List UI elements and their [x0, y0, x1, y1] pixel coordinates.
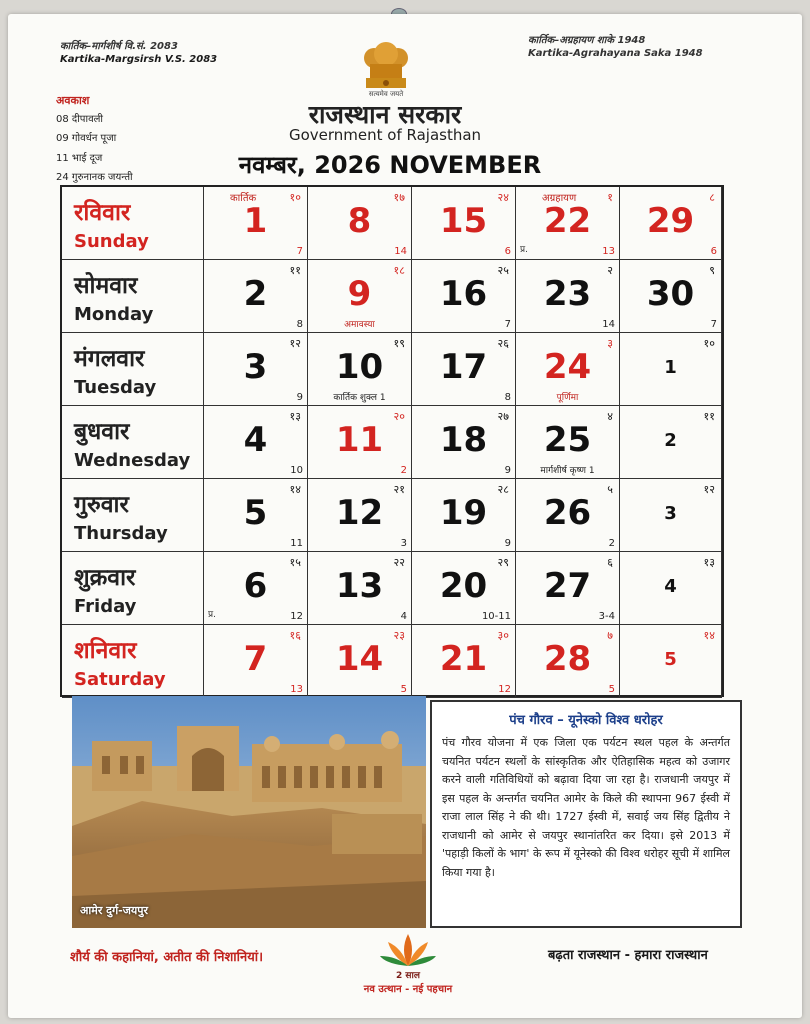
tithi-number: २०	[393, 410, 405, 423]
nakshatra-number: 5	[608, 684, 615, 695]
tithi-number: ७	[607, 629, 613, 642]
date-cell	[204, 625, 308, 698]
date-cell	[516, 333, 620, 406]
weekday-label-wednesday	[62, 406, 204, 479]
nakshatra-number: 3	[400, 538, 407, 549]
tithi-number: ११	[703, 410, 715, 423]
tithi-number: २३	[393, 629, 405, 642]
date-number: 25	[543, 420, 592, 460]
tithi-number: ३०	[497, 629, 509, 642]
weekday-english: Tuesday	[74, 377, 157, 398]
weekday-label-saturday	[62, 625, 204, 698]
holiday-item: 08 दीपावली	[56, 114, 104, 125]
nakshatra-number: 4	[400, 611, 407, 622]
date-cell	[516, 406, 620, 479]
date-number: 21	[439, 639, 488, 679]
month-title: नवम्बर, 2026 NOVEMBER	[238, 151, 542, 179]
date-cell	[516, 260, 620, 333]
tithi-number: १९	[393, 337, 405, 350]
tithi-number: ४	[607, 410, 613, 423]
date-number: 10	[335, 347, 384, 387]
tithi-number: २७	[497, 410, 509, 423]
tithi-number: १६	[289, 629, 301, 642]
date-number: 11	[335, 420, 384, 460]
nakshatra-number: 9	[504, 465, 511, 476]
nakshatra-number: 14	[394, 246, 407, 257]
hindu-month-label: कार्तिक	[230, 193, 257, 204]
weekday-hindi: बुधवार	[74, 419, 130, 445]
date-number: 28	[543, 639, 592, 679]
logo-years: 2 साल	[396, 971, 420, 981]
nakshatra-number: 6	[504, 246, 511, 257]
date-cell	[204, 552, 308, 625]
tithi-number: ५	[607, 483, 613, 496]
weekday-english: Friday	[74, 596, 137, 617]
date-cell	[412, 333, 516, 406]
weekday-label-friday	[62, 552, 204, 625]
heritage-info-box	[430, 700, 742, 928]
nakshatra-number: 10	[290, 465, 303, 476]
govt-title-hindi: राजस्थान सरकार	[308, 100, 462, 129]
tithi-number: ८	[709, 191, 715, 204]
date-number: 5	[243, 493, 268, 533]
date-number: 9	[347, 274, 372, 314]
date-number: 12	[335, 493, 384, 533]
date-cell	[412, 552, 516, 625]
date-number: 5	[664, 649, 677, 670]
holidays-title: अवकाश	[56, 94, 90, 107]
date-note: पूर्णिमा	[556, 393, 579, 403]
date-number: 22	[543, 201, 592, 241]
date-number: 29	[646, 201, 695, 241]
nakshatra-number: 9	[504, 538, 511, 549]
date-cell	[204, 187, 308, 260]
weekday-hindi: सोमवार	[74, 273, 138, 299]
weekday-hindi: गुरुवार	[74, 492, 129, 518]
info-title: पंच गौरव – यूनेस्को विश्व धरोहर	[509, 713, 663, 728]
date-note: मार्गशीर्ष कृष्ण 1	[540, 466, 595, 476]
tithi-number: २९	[497, 556, 509, 569]
date-cell	[308, 333, 412, 406]
weekday-english: Saturday	[74, 669, 166, 690]
weekday-hindi: शुक्रवार	[74, 565, 136, 591]
nakshatra-number: 13	[602, 246, 615, 257]
weekday-english: Monday	[74, 304, 154, 325]
tithi-number: १	[607, 191, 613, 204]
saka-hindi: कार्तिक–अग्रहायण शाके 1948	[528, 35, 646, 46]
date-number: 23	[543, 274, 592, 314]
tithi-number: १२	[703, 483, 715, 496]
date-note: अमावस्या	[344, 320, 375, 330]
date-cell	[412, 260, 516, 333]
weekday-english: Wednesday	[74, 450, 191, 471]
info-body: पंच गौरव योजना में एक जिला एक पर्यटन स्थल पहल के अन्तर्गत चयनित पर्यटन स्थलों के सांस्कृतिक और ऐतिहासिक महत्व को उजागर करने वाली गतिविधियों को बढ़ावा दिया जा रहा है। राजधानी जयपुर में इस पहल के अन्तर्गत चयनित आमेर के किले की स्थापना 967 ईस्वी में राजा लाल सिंह ने की थी। 1727 ईस्वी में, सवाई जय सिंह द्वितीय ने राजधानी को आमेर से जयपुर स्थानांतरित कर दिया। इसे 2013 में 'पहाड़ी किलों के भाग' के रूप में यूनेस्को की विश्व धरोहर सूची में शामिल किया गया है।	[442, 736, 730, 879]
nakshatra-number: 13	[290, 684, 303, 695]
tithi-number: २२	[393, 556, 405, 569]
nakshatra-number: 7	[504, 319, 511, 330]
saka-english: Kartika-Agrahayana Saka 1948	[528, 48, 703, 59]
footer-left-slogan: शौर्य की कहानियां, अतीत की निशानियां।	[70, 950, 264, 965]
date-note: कार्तिक शुक्ल 1	[333, 393, 386, 403]
nakshatra-number: 2	[400, 465, 407, 476]
nakshatra-number: 12	[498, 684, 511, 695]
weekday-english: Sunday	[74, 231, 149, 252]
holiday-item: 24 गुरुनानक जयन्ती	[56, 172, 133, 183]
vikram-samvat-hindi: कार्तिक–मार्गशीर्ष वि.सं. 2083	[60, 41, 178, 52]
date-number: 4	[243, 420, 268, 460]
tithi-number: १४	[703, 629, 715, 642]
date-number: 1	[243, 201, 268, 241]
date-cell	[204, 479, 308, 552]
tithi-number: १३	[289, 410, 301, 423]
date-cell	[620, 479, 722, 552]
govt-title-english: Government of Rajasthan	[288, 126, 482, 144]
holiday-item: 11 भाई दूज	[56, 153, 103, 164]
date-number: 19	[439, 493, 488, 533]
footer-right-slogan: बढ़ता राजस्थान - हमारा राजस्थान	[548, 948, 708, 963]
date-number: 17	[439, 347, 488, 387]
date-cell	[308, 187, 412, 260]
date-cell	[308, 552, 412, 625]
date-number: 3	[664, 503, 677, 524]
logo-tagline: नव उत्थान - नई पहचान	[363, 984, 453, 995]
date-number: 6	[243, 566, 268, 606]
tithi-number: २६	[497, 337, 509, 350]
date-cell	[620, 406, 722, 479]
weekday-english: Thursday	[74, 523, 168, 544]
tithi-number: १२	[289, 337, 301, 350]
fort-illustration	[72, 696, 426, 928]
date-number: 26	[543, 493, 592, 533]
nakshatra-number: 8	[296, 319, 303, 330]
date-cell	[308, 625, 412, 698]
nakshatra-number: 3-4	[598, 611, 615, 622]
nakshatra-number: 12	[290, 611, 303, 622]
tithi-number: २५	[497, 264, 509, 277]
tithi-number: १८	[393, 264, 405, 277]
nakshatra-number: 7	[710, 319, 717, 330]
hindu-month-label: अग्रहायण	[542, 193, 577, 204]
nakshatra-number: 10-11	[481, 611, 511, 622]
nakshatra-number: 2	[608, 538, 615, 549]
date-number: 20	[439, 566, 488, 606]
pratipada-mark: प्र.	[520, 245, 528, 255]
tithi-number: २	[607, 264, 613, 277]
weekday-hindi: मंगलवार	[74, 346, 145, 372]
state-emblem-icon	[360, 34, 412, 92]
date-number: 13	[335, 566, 384, 606]
date-cell	[412, 187, 516, 260]
tithi-number: १७	[393, 191, 405, 204]
lotus-logo-icon	[378, 930, 438, 970]
date-cell	[204, 260, 308, 333]
tithi-number: १३	[703, 556, 715, 569]
date-cell	[308, 260, 412, 333]
nakshatra-number: 7	[296, 246, 303, 257]
date-cell	[620, 187, 722, 260]
nakshatra-number: 5	[400, 684, 407, 695]
date-number: 18	[439, 420, 488, 460]
date-cell	[412, 479, 516, 552]
date-cell	[308, 479, 412, 552]
header-right	[528, 34, 703, 60]
nakshatra-number: 6	[710, 246, 717, 257]
nakshatra-number: 9	[296, 392, 303, 403]
weekday-label-sunday	[62, 187, 204, 260]
calendar-grid	[60, 185, 724, 697]
date-number: 24	[543, 347, 592, 387]
tithi-number: ३	[607, 337, 613, 350]
date-cell	[516, 552, 620, 625]
weekday-hindi: शनिवार	[74, 638, 137, 664]
date-cell	[516, 479, 620, 552]
date-number: 8	[347, 201, 372, 241]
date-number: 7	[243, 639, 268, 679]
date-cell	[308, 406, 412, 479]
tithi-number: १०	[703, 337, 715, 350]
date-number: 15	[439, 201, 488, 241]
date-number: 4	[664, 576, 677, 597]
date-number: 27	[543, 566, 592, 606]
nakshatra-number: 14	[602, 319, 615, 330]
tithi-number: १५	[289, 556, 301, 569]
date-number: 30	[646, 274, 695, 314]
date-cell	[204, 406, 308, 479]
nakshatra-number: 11	[290, 538, 303, 549]
date-cell	[620, 333, 722, 406]
date-number: 14	[335, 639, 384, 679]
date-cell	[516, 187, 620, 260]
tithi-number: २४	[497, 191, 509, 204]
tithi-number: ६	[607, 556, 613, 569]
tithi-number: ११	[289, 264, 301, 277]
tithi-number: १४	[289, 483, 301, 496]
date-cell	[620, 260, 722, 333]
date-cell	[620, 552, 722, 625]
weekday-label-thursday	[62, 479, 204, 552]
vikram-samvat-english: Kartika-Margsirsh V.S. 2083	[60, 54, 218, 65]
pratipada-mark: प्र.	[208, 610, 216, 620]
date-cell	[204, 333, 308, 406]
date-cell	[620, 625, 722, 698]
date-number: 3	[243, 347, 268, 387]
date-number: 2	[243, 274, 268, 314]
date-cell	[412, 625, 516, 698]
tithi-number: ९	[709, 264, 715, 277]
header-left	[60, 40, 217, 66]
date-number: 16	[439, 274, 488, 314]
weekday-hindi: रविवार	[74, 200, 131, 226]
weekday-label-monday	[62, 260, 204, 333]
tithi-number: १०	[289, 191, 301, 204]
date-cell	[412, 406, 516, 479]
date-number: 1	[664, 357, 677, 378]
tithi-number: २१	[393, 483, 405, 496]
amer-fort-photo	[72, 696, 426, 928]
tithi-number: २८	[497, 483, 509, 496]
date-number: 2	[664, 430, 677, 451]
nakshatra-number: 8	[504, 392, 511, 403]
date-cell	[516, 625, 620, 698]
holiday-item: 09 गोवर्धन पूजा	[56, 133, 117, 144]
emblem-motto: सत्यमेव जयते	[368, 90, 404, 98]
weekday-label-tuesday	[62, 333, 204, 406]
photo-caption: आमेर दुर्ग-जयपुर	[80, 904, 149, 917]
